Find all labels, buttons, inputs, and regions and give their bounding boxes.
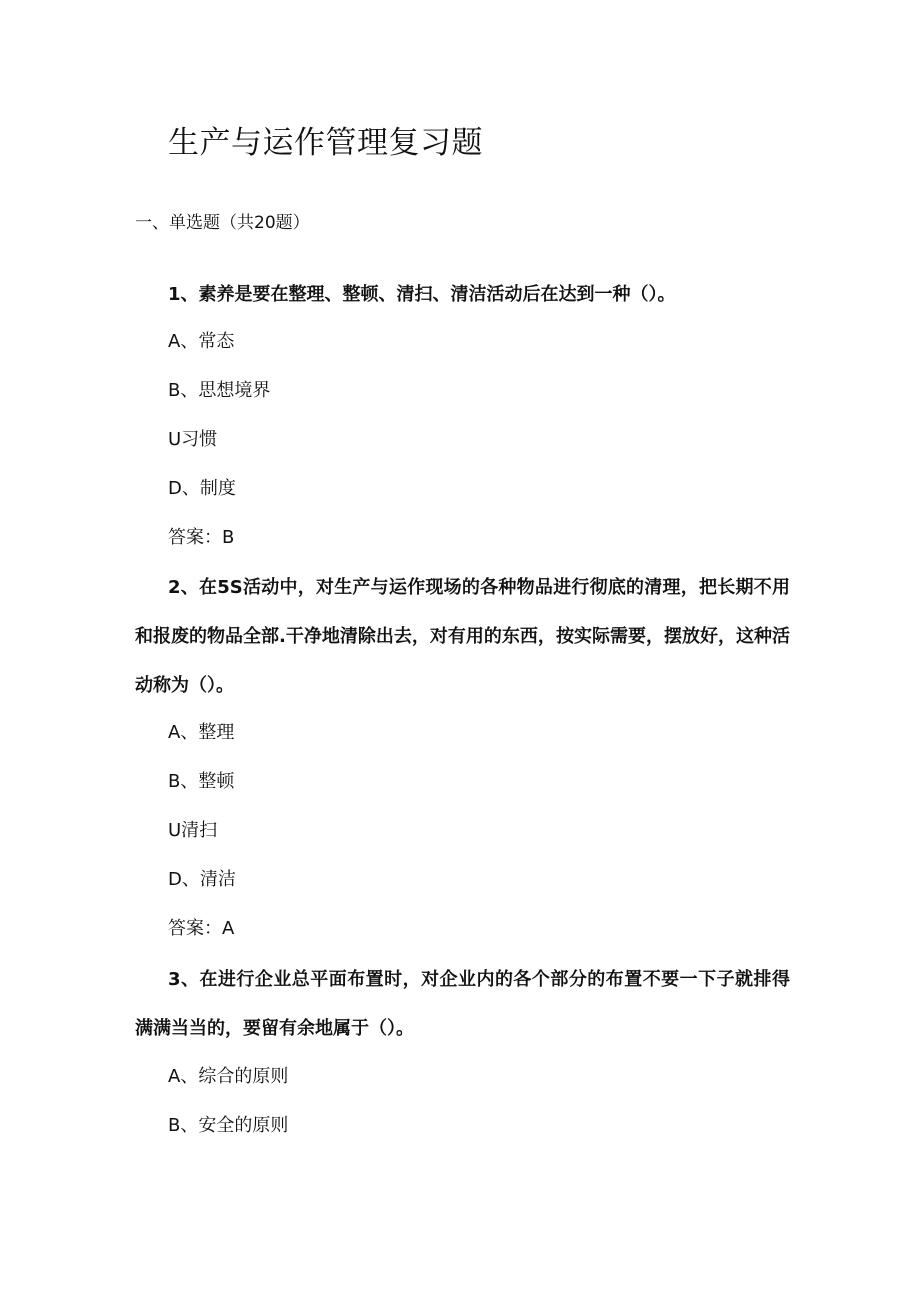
- question-3-option-b: B、安全的原则: [168, 1115, 289, 1136]
- question-1-text: 1、素养是要在整理、整顿、清扫、清洁活动后在达到一种（）。: [168, 284, 676, 305]
- question-1-answer: 答案：B: [168, 527, 235, 548]
- document-title: 生产与运作管理复习题: [168, 125, 483, 161]
- question-2-text: 2、在5S活动中，对生产与运作现场的各种物品进行彻底的清理，把长期不用和报废的物品全部.干净地清除出去，对有用的东西，按实际需要，摆放好，这种活动称为（）。: [135, 577, 790, 696]
- question-1-option-b: B、思想境界: [168, 380, 271, 401]
- question-1-option-d: D、制度: [168, 478, 236, 499]
- question-3-text: 3、在进行企业总平面布置时，对企业内的各个部分的布置不要一下子就排得满满当当的，要留有余地属于（）。: [135, 969, 790, 1039]
- question-3-option-a: A、综合的原则: [168, 1066, 289, 1087]
- question-2-option-c: U清扫: [168, 820, 218, 841]
- question-2-option-d: D、清洁: [168, 869, 236, 890]
- section-heading: 一、单选题（共20题）: [135, 213, 310, 233]
- question-2-option-a: A、整理: [168, 722, 235, 743]
- question-2-option-b: B、整顿: [168, 771, 235, 792]
- question-2-answer: 答案：A: [168, 918, 235, 939]
- question-1-option-c: U习惯: [168, 429, 218, 450]
- question-1-option-a: A、常态: [168, 331, 235, 352]
